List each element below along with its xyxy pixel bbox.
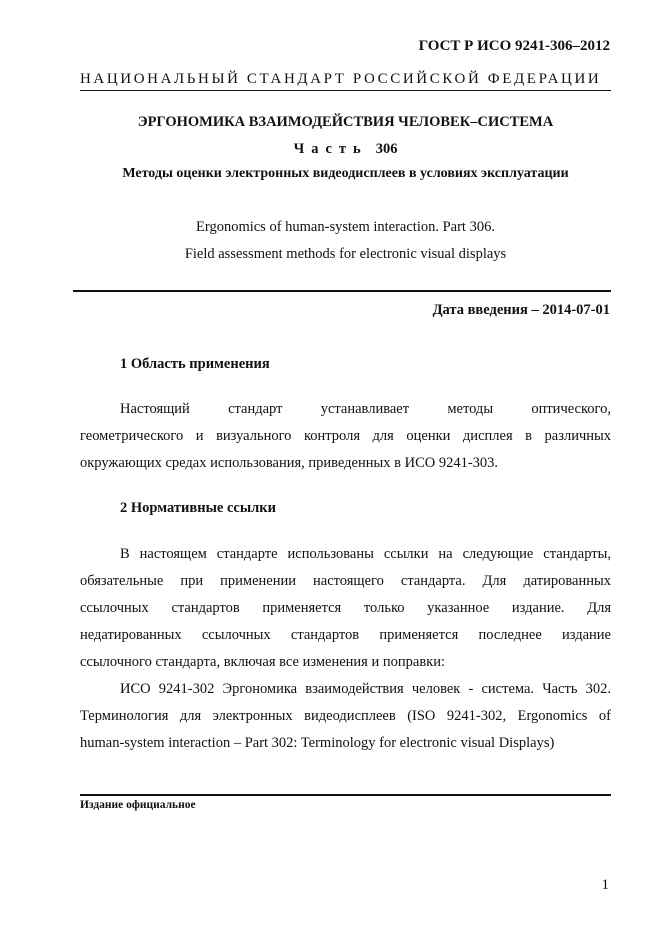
- document-code: ГОСТ Р ИСО 9241-306–2012: [418, 38, 610, 54]
- part-number: 306: [375, 141, 398, 157]
- introduction-date: Дата введения – 2014-07-01: [432, 302, 610, 318]
- paragraph-line: ссылочного стандарта, включая все изменения и поправки:: [80, 654, 445, 670]
- scope-paragraph: [80, 396, 611, 477]
- paragraph-line: обязательные при применении настоящего стандарта. Для датированных: [80, 573, 611, 589]
- references-paragraph: [80, 541, 611, 676]
- standard-title-en: Ergonomics of human-system interaction. Part 306.: [196, 219, 495, 235]
- standard-subtitle-en: Field assessment methods for electronic visual displays: [184, 246, 507, 262]
- paragraph-line: ссылочных стандартов применяется только указанное издание. Для: [80, 600, 611, 616]
- page-number: 1: [601, 877, 609, 893]
- section-heading-scope: 1 Область применения: [120, 356, 270, 372]
- part-word: Часть: [293, 141, 368, 157]
- paragraph-line: human-system interaction – Part 302: Terminology for electronic visual Displays): [80, 735, 555, 751]
- paragraph-line: Терминология для электронных видеодисплеев (ISO 9241-302, Ergonomics of: [80, 708, 611, 724]
- paragraph-line: недатированных ссылочных стандартов применяется последнее издание: [80, 627, 611, 643]
- part-line: [80, 141, 611, 158]
- footer-divider: [80, 794, 611, 796]
- standard-title-ru: ЭРГОНОМИКА ВЗАИМОДЕЙСТВИЯ ЧЕЛОВЕК–СИСТЕМА: [137, 114, 554, 130]
- official-edition-label: Издание официальное: [80, 799, 196, 811]
- title-divider: [73, 290, 611, 292]
- national-standard-title: НАЦИОНАЛЬНЫЙ СТАНДАРТ РОССИЙСКОЙ ФЕДЕРАЦИИ: [80, 69, 611, 91]
- paragraph-line: ИСО 9241-302 Эргономика взаимодействия человек - система. Часть 302.: [120, 681, 611, 697]
- paragraph-line: геометрического и визуального контроля для оценки дисплея в различных: [80, 428, 611, 444]
- paragraph-line: окружающих средах использования, приведенных в ИСО 9241-303.: [80, 455, 499, 471]
- paragraph-line: Настоящий стандарт устанавливает методы оптического,: [120, 401, 611, 417]
- standard-subtitle-ru: Методы оценки электронных видеодисплеев в условиях эксплуатации: [122, 166, 569, 181]
- reference-entry-paragraph: [80, 676, 611, 757]
- section-heading-references: 2 Нормативные ссылки: [120, 500, 276, 516]
- paragraph-line: В настоящем стандарте использованы ссылки на следующие стандарты,: [120, 546, 611, 562]
